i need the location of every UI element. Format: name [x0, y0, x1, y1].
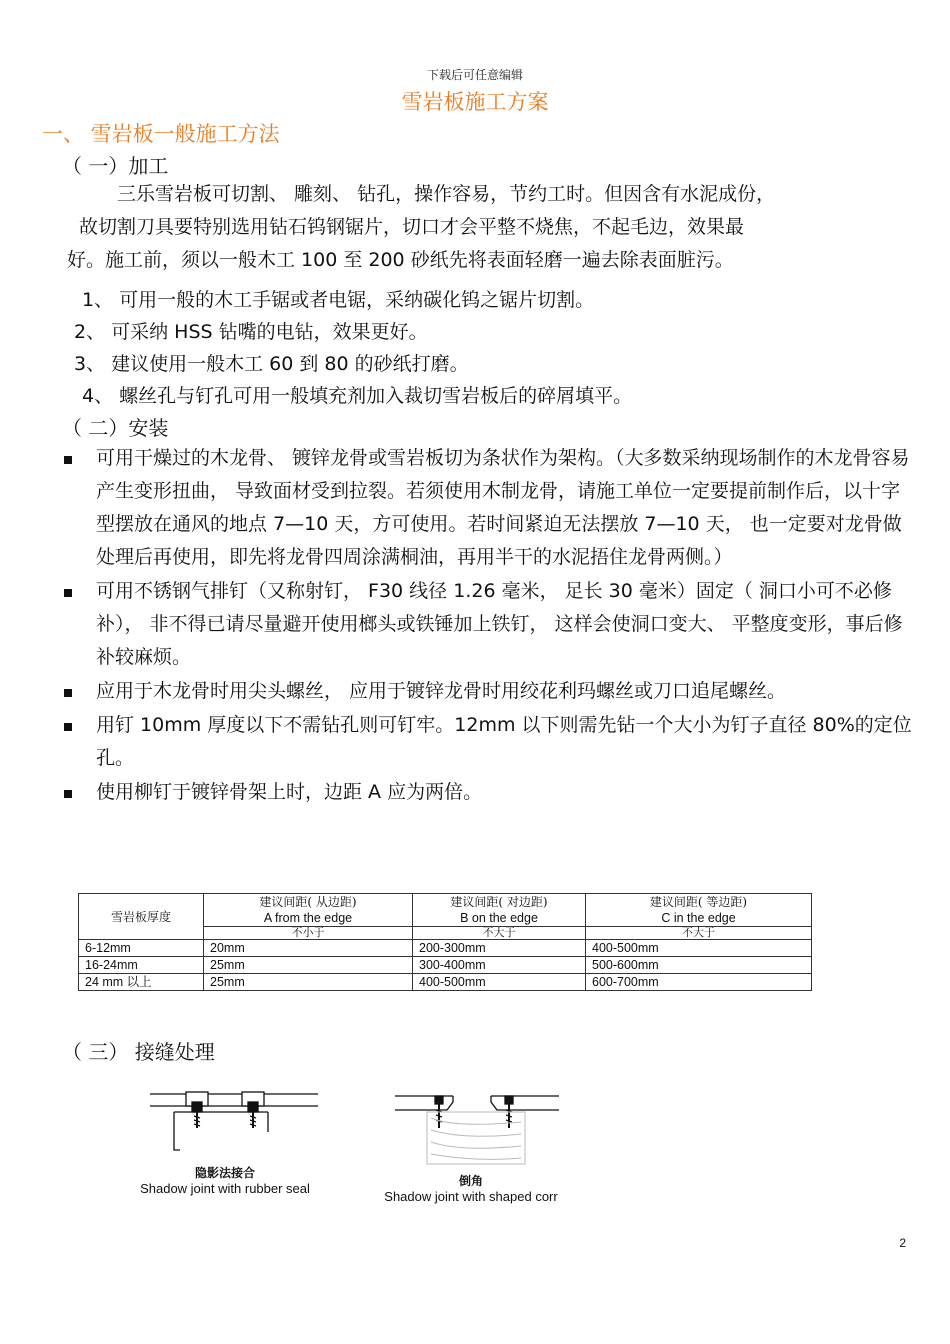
- table-subheader: 不小于: [204, 927, 413, 940]
- processing-paragraph-line: 三乐雪岩板可切割、 雕刻、 钻孔，操作容易，节约工时。但因含有水泥成份，: [117, 183, 776, 205]
- table-row: [79, 974, 812, 991]
- bullet-marker: [64, 790, 72, 798]
- bullet-item: [62, 675, 912, 708]
- bullet-text: 可用不锈钢气排钉（又称射钉， F30 线径 1.26 毫米， 足长 30 毫米）固定（ 洞口小可不必修补）， 非不得已请尽量避开使用榔头或铁锤加上铁钉， 这样会使洞口变大、 平整度变形，事后修补较麻烦。: [96, 580, 903, 668]
- table-cell: 600-700mm: [586, 974, 812, 991]
- table-subheader: 不大于: [413, 927, 586, 940]
- table-cell: 24 mm 以上: [79, 974, 204, 991]
- subsection-heading-joints: （ 三） 接缝处理: [62, 1040, 215, 1064]
- processing-item: 1、 可用一般的木工手锯或者电锯，采纳碳化钨之锯片切割。: [82, 289, 595, 311]
- table-header-cn: 建议间距( 从边距): [259, 895, 357, 909]
- bullet-marker: [64, 723, 72, 731]
- figure-caption-cn: 倒角: [458, 1174, 483, 1188]
- table-header-row: [79, 894, 812, 927]
- document-title: 雪岩板施工方案: [401, 90, 549, 114]
- installation-bullet-list: [62, 442, 912, 810]
- table-cell: 200-300mm: [413, 940, 586, 957]
- bullet-item: [62, 575, 912, 674]
- bullet-text: 可用干燥过的木龙骨、 镀锌龙骨或雪岩板切为条状作为架构。（大多数采纳现场制作的木龙骨容易产生变形扭曲， 导致面材受到拉裂。若须使用木制龙骨，请施工单位一定要提前制作后，以十字型摆放在通风的地点 7—10 天，方可使用。若时间紧迫无法摆放 7—10 天， 也一定要对龙骨做处理后再使用，即先将龙骨四周涂满桐油，再用半干的水泥捂住龙骨两侧。）: [96, 447, 910, 568]
- processing-paragraph-line: 好。施工前，须以一般木工 100 至 200 砂纸先将表面轻磨一遍去除表面脏污。: [67, 249, 734, 271]
- figure-caption-en: Shadow joint with rubber seal: [140, 1181, 310, 1196]
- processing-item: 3、 建议使用一般木工 60 到 80 的砂纸打磨。: [74, 353, 469, 375]
- bullet-text: 用钉 10mm 厚度以下不需钻孔则可钉牢。12mm 以下则需先钻一个大小为钉子直径 80%的定位孔。: [96, 714, 912, 769]
- table-cell: 16-24mm: [79, 957, 204, 974]
- bullet-item: [62, 442, 912, 574]
- bullet-marker: [64, 689, 72, 697]
- figure-shaped-corner-joint: [365, 1088, 577, 1208]
- table-row: [79, 957, 812, 974]
- table-header-en: C in the edge: [661, 911, 736, 925]
- rubber-seal-joint-diagram: [128, 1080, 322, 1160]
- table-header-cn: 建议间距( 等边距): [649, 895, 748, 909]
- shaped-corner-joint-diagram: [365, 1088, 577, 1168]
- section-heading: 一、 雪岩板一般施工方法: [42, 122, 280, 146]
- table-cell: 400-500mm: [413, 974, 586, 991]
- table-cell: 300-400mm: [413, 957, 586, 974]
- bullet-item: [62, 776, 912, 809]
- table-row: [79, 940, 812, 957]
- page-number: 2: [899, 1236, 906, 1250]
- processing-paragraph-line: 故切割刀具要特别选用钻石钨钢锯片，切口才会平整不烧焦，不起毛边，效果最: [79, 216, 745, 238]
- table-header-thickness: 雪岩板厚度: [79, 894, 204, 940]
- table-cell: 6-12mm: [79, 940, 204, 957]
- table-cell: 400-500mm: [586, 940, 812, 957]
- subsection-heading-processing: （ 一）加工: [62, 154, 169, 178]
- spacing-table: [78, 893, 812, 991]
- processing-item: 4、 螺丝孔与钉孔可用一般填充剂加入裁切雪岩板后的碎屑填平。: [82, 385, 633, 407]
- table-header-c: [586, 894, 812, 927]
- download-note: 下载后可任意编辑: [426, 68, 523, 82]
- table-header-b: [413, 894, 586, 927]
- table-header-cn: 建议间距( 对边距): [450, 895, 548, 909]
- table-cell: 25mm: [204, 974, 413, 991]
- table-header-en: A from the edge: [263, 911, 353, 925]
- bullet-item: [62, 709, 912, 775]
- table-header-a: [204, 894, 413, 927]
- table-cell: 500-600mm: [586, 957, 812, 974]
- table-cell: 25mm: [204, 957, 413, 974]
- bullet-marker: [64, 456, 72, 464]
- figure-rubber-seal-joint: [128, 1080, 322, 1200]
- bullet-text: 应用于木龙骨时用尖头螺丝， 应用于镀锌龙骨时用绞花利玛螺丝或刀口追尾螺丝。: [96, 680, 787, 702]
- bullet-marker: [64, 589, 72, 597]
- table-subheader: 不大于: [586, 927, 812, 940]
- processing-item: 2、 可采纳 HSS 钻嘴的电钻，效果更好。: [74, 321, 428, 343]
- bullet-text: 使用柳钉于镀锌骨架上时，边距 A 应为两倍。: [96, 781, 483, 803]
- table-cell: 20mm: [204, 940, 413, 957]
- subsection-heading-installation: （ 二）安装: [62, 416, 169, 440]
- table-header-en: B on the edge: [460, 911, 538, 925]
- figure-caption-en: Shadow joint with shaped corr: [384, 1189, 558, 1204]
- figure-caption-cn: 隐影法接合: [194, 1166, 255, 1180]
